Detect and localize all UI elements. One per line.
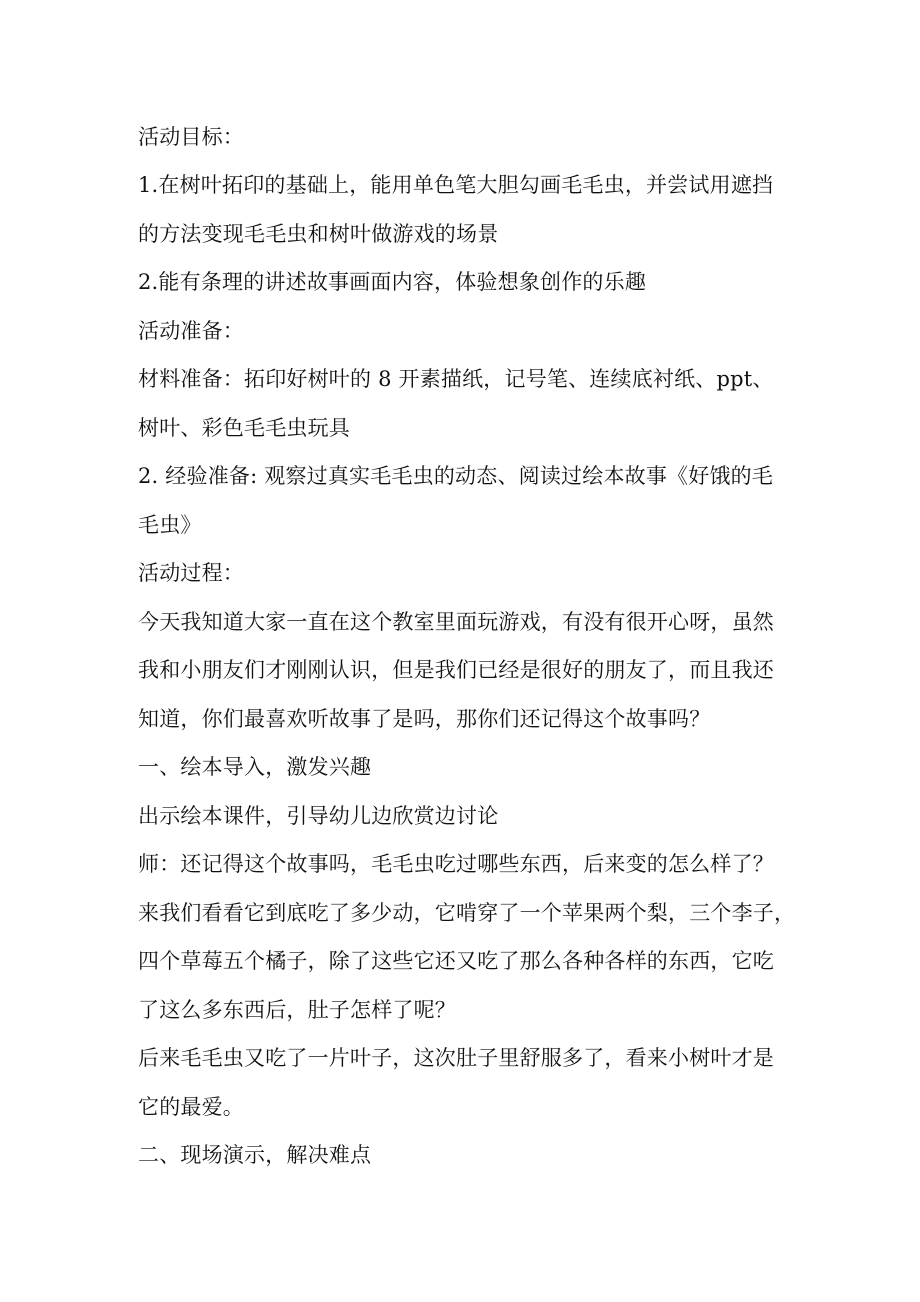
subsection-heading-2: 二、现场演示，解决难点 <box>138 1143 372 1168</box>
text-line: 它的最爱。 <box>138 1094 244 1119</box>
text-line: 来我们看看它到底吃了多少动，它啃穿了一个苹果两个梨，三个李子， <box>138 900 796 925</box>
text-line: 我和小朋友们才刚刚认识，但是我们已经是很好的朋友了，而且我还 <box>138 658 774 683</box>
text-line: 了这么多东西后，肚子怎样了呢？ <box>138 997 456 1022</box>
text-line: 1.在树叶拓印的基础上，能用单色笔大胆勾画毛毛虫，并尝试用遮挡 <box>138 173 774 198</box>
text-line: 2.能有条理的讲述故事画面内容，体验想象创作的乐趣 <box>138 270 647 295</box>
section-heading-goals: 活动目标： <box>138 124 244 149</box>
text-line: 出示绘本课件，引导幼儿边欣赏边讨论 <box>138 803 499 828</box>
subsection-heading-1: 一、绘本导入，激发兴趣 <box>138 755 372 780</box>
text-line: 后来毛毛虫又吃了一片叶子，这次肚子里舒服多了，看来小树叶才是 <box>138 1046 774 1071</box>
text-line: 知道，你们最喜欢听故事了是吗，那你们还记得这个故事吗？ <box>138 706 711 731</box>
text-line: 毛虫》 <box>138 512 202 537</box>
text-line: 四个草莓五个橘子，除了这些它还又吃了那么各种各样的东西，它吃 <box>138 949 774 974</box>
text-line: 树叶、彩色毛毛虫玩具 <box>138 415 350 440</box>
section-heading-process: 活动过程： <box>138 561 244 586</box>
text-line: 材料准备：拓印好树叶的 8 开素描纸，记号笔、连续底衬纸、ppt、 <box>138 367 774 392</box>
document-body <box>138 113 796 1180</box>
text-line: 师：还记得这个故事吗，毛毛虫吃过哪些东西，后来变的怎么样了？ <box>138 852 774 877</box>
text-line: 今天我知道大家一直在这个教室里面玩游戏，有没有很开心呀，虽然 <box>138 609 774 634</box>
section-heading-preparation: 活动准备： <box>138 318 244 343</box>
text-line: 的方法变现毛毛虫和树叶做游戏的场景 <box>138 221 499 246</box>
text-line: 2. 经验准备: 观察过真实毛毛虫的动态、阅读过绘本故事《好饿的毛 <box>138 464 774 489</box>
